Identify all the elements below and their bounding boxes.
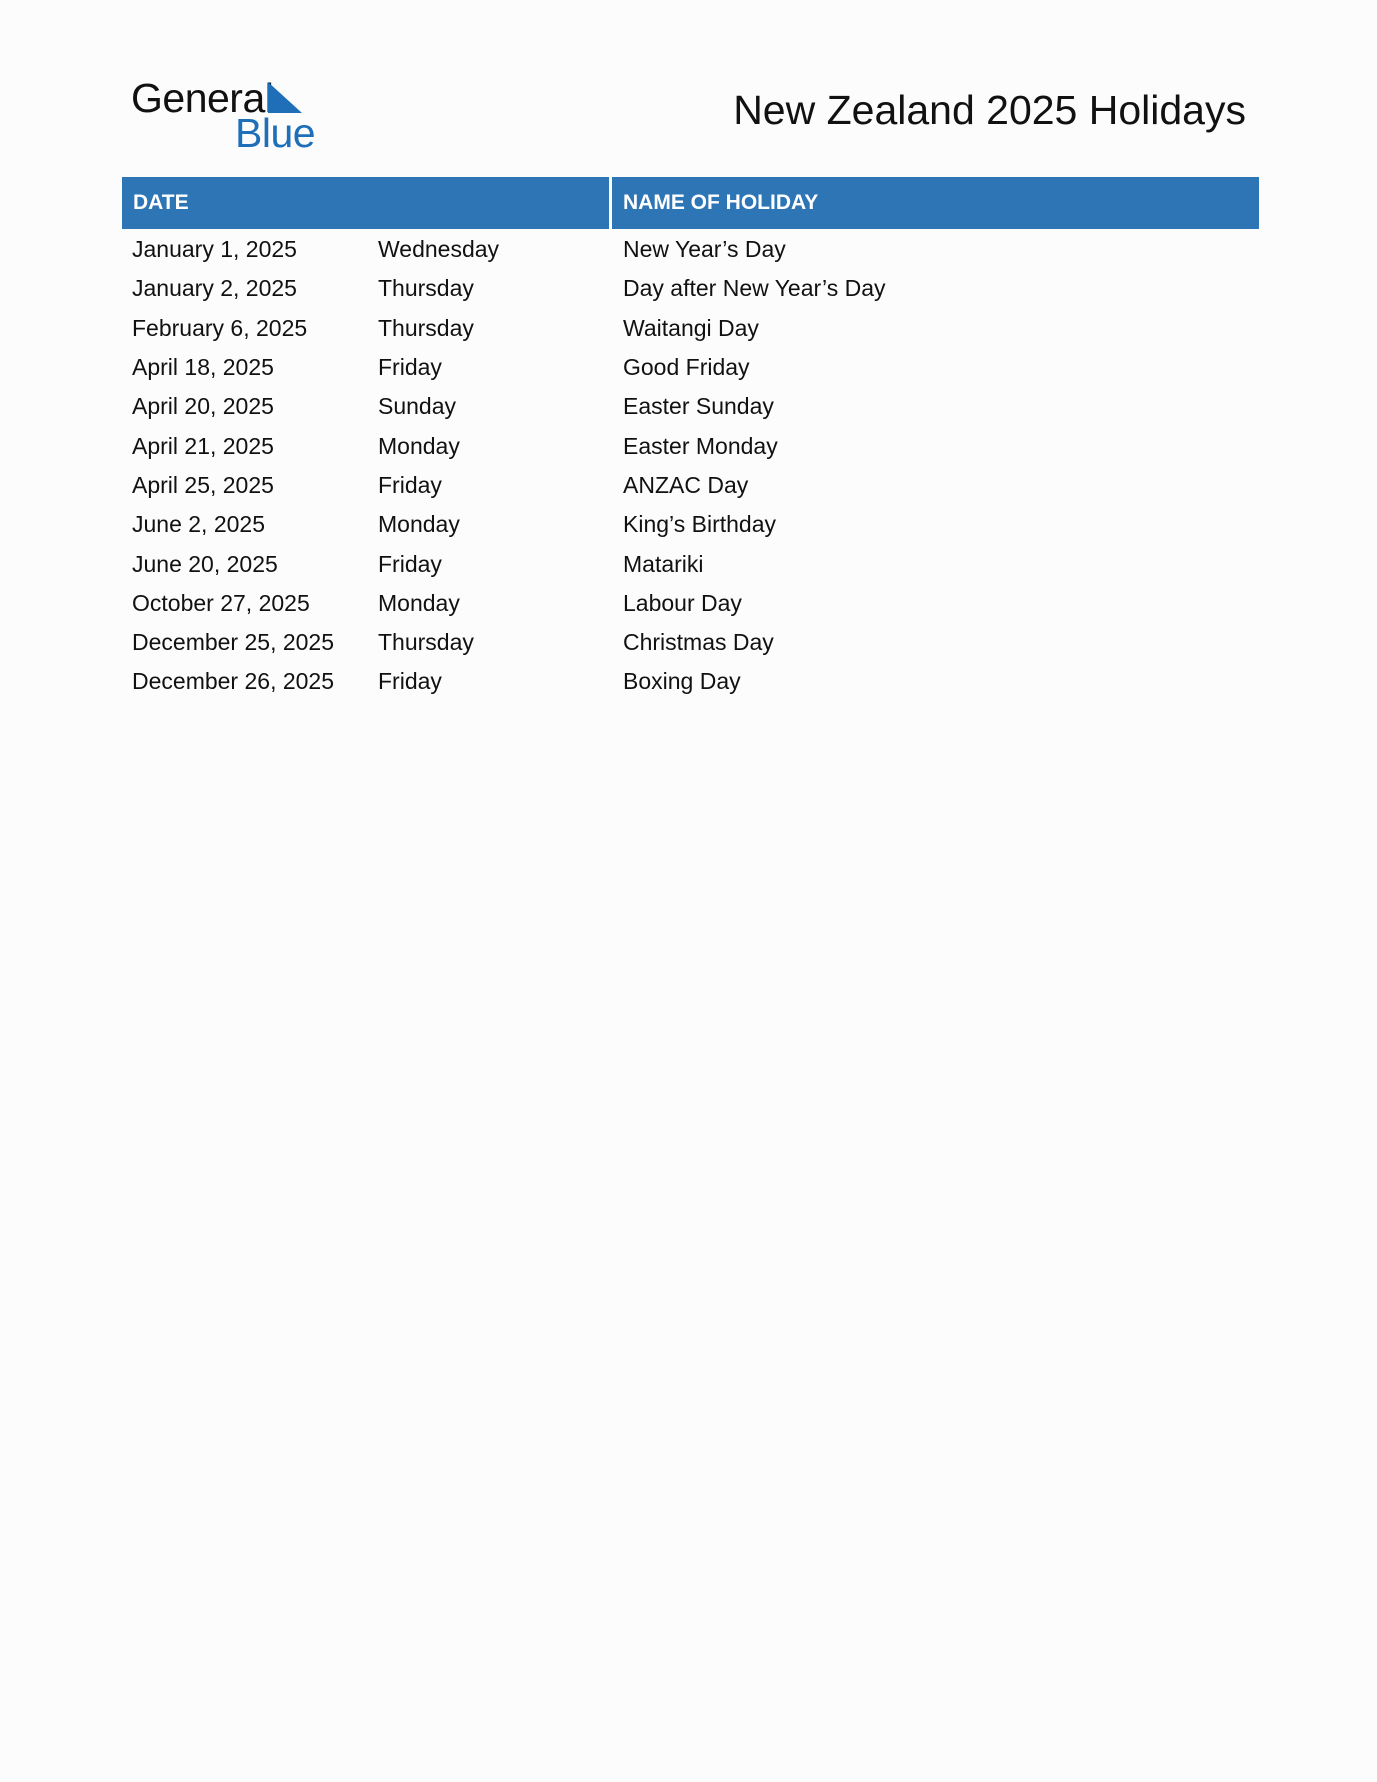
holiday-name: Matariki	[623, 550, 704, 577]
table-row	[122, 662, 1259, 701]
logo-text-blue: Blue	[235, 110, 316, 156]
table-row	[122, 230, 1259, 269]
holiday-name: Labour Day	[623, 589, 742, 616]
holiday-name: Good Friday	[623, 354, 750, 381]
holiday-date: June 2, 2025	[132, 511, 266, 538]
holiday-weekday: Thursday	[378, 275, 474, 302]
holiday-date: January 1, 2025	[132, 236, 297, 263]
holiday-weekday: Thursday	[378, 629, 474, 656]
table-body	[122, 229, 1259, 702]
holiday-date: October 27, 2025	[132, 589, 310, 616]
table-row	[122, 309, 1259, 348]
holiday-date: February 6, 2025	[132, 314, 308, 341]
holiday-name: King’s Birthday	[623, 511, 776, 538]
table-row	[122, 584, 1259, 623]
column-header-date: DATE	[122, 177, 609, 229]
holiday-weekday: Thursday	[378, 314, 474, 341]
table-header	[122, 177, 1259, 229]
table-row	[122, 387, 1259, 426]
column-header-holiday-name: NAME OF HOLIDAY	[612, 177, 1259, 229]
holiday-name: Easter Sunday	[623, 393, 774, 420]
holiday-name: New Year’s Day	[623, 236, 786, 263]
holiday-name: Boxing Day	[623, 668, 741, 695]
holiday-date: April 18, 2025	[132, 354, 274, 381]
holiday-weekday: Friday	[378, 550, 442, 577]
table-row	[122, 466, 1259, 505]
holiday-weekday: Monday	[378, 589, 460, 616]
holiday-date: December 25, 2025	[132, 629, 335, 656]
table-row	[122, 544, 1259, 583]
holiday-weekday: Monday	[378, 432, 460, 459]
holiday-name: Day after New Year’s Day	[623, 275, 886, 302]
holiday-weekday: Friday	[378, 354, 442, 381]
holiday-date: January 2, 2025	[132, 275, 297, 302]
holiday-weekday: Wednesday	[378, 236, 500, 263]
holidays-table	[122, 177, 1259, 702]
holiday-weekday: Friday	[378, 471, 442, 498]
holiday-date: April 25, 2025	[132, 471, 274, 498]
page-title: New Zealand 2025 Holidays	[733, 87, 1246, 133]
table-row	[122, 623, 1259, 662]
holiday-date: December 26, 2025	[132, 668, 335, 695]
holiday-name: ANZAC Day	[623, 471, 749, 498]
holiday-date: April 21, 2025	[132, 432, 274, 459]
table-row	[122, 505, 1259, 544]
holiday-name: Waitangi Day	[623, 314, 759, 341]
table-row	[122, 269, 1259, 308]
holiday-weekday: Friday	[378, 668, 442, 695]
holiday-date: April 20, 2025	[132, 393, 274, 420]
holiday-name: Easter Monday	[623, 432, 778, 459]
logo-text-general: General	[131, 75, 274, 121]
holiday-weekday: Sunday	[378, 393, 457, 420]
holiday-name: Christmas Day	[623, 629, 774, 656]
generalblue-logo	[131, 74, 331, 154]
table-row	[122, 426, 1259, 465]
holiday-date: June 20, 2025	[132, 550, 278, 577]
table-row	[122, 348, 1259, 387]
holiday-weekday: Monday	[378, 511, 460, 538]
